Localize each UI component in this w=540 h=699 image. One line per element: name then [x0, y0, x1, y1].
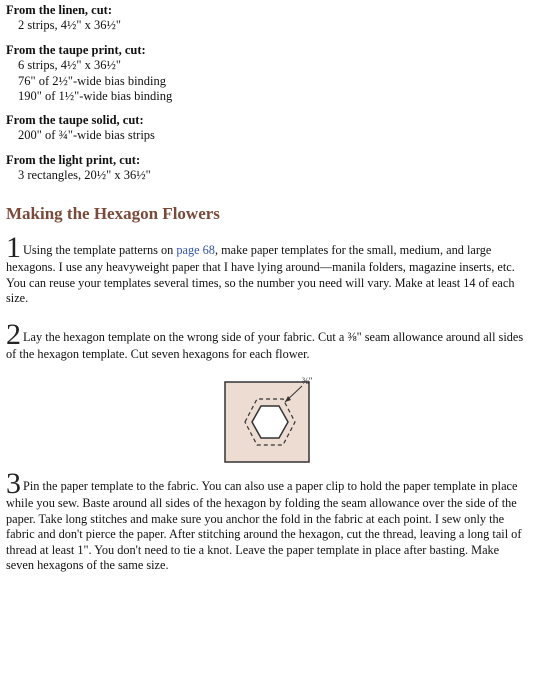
cut-list-linen — [6, 2, 121, 34]
step-1 — [6, 231, 528, 307]
section-title: Making the Hexagon Flowers — [6, 204, 220, 223]
cut-list-light-print — [6, 152, 151, 184]
step-2 — [6, 318, 528, 363]
step-3 — [6, 467, 528, 574]
cut-list-item: 190" of 1½"-wide bias binding — [18, 89, 173, 103]
cut-list-heading: From the taupe print, cut: — [6, 43, 146, 57]
cut-list-heading: From the linen, cut: — [6, 3, 113, 17]
cut-list-item: 6 strips, 4½" x 36½" — [18, 58, 121, 72]
step-text: Pin the paper template to the fabric. You can also use a paper clip to hold the paper template in place while you sew. Baste around all sides of the hexagon by folding the seam allowance over the side of the paper. Take long stitches and make sure you anchor the fold in the fabric at each point. I sew only the fabric and don't pierce the paper. After stitching around the hexagon, cut the thread, leaving a long tail of thread at least 1". You don't need to tie a knot. Leave the paper template in place after basting. Make seven hexagons of the same size. — [6, 479, 522, 573]
cut-list-item: 2 strips, 4½" x 36½" — [18, 18, 121, 32]
step-text: , make paper templates for the small, medium, and large hexagons. I use any heavyweight paper that I have lying around—manila folders, magazine inserts, etc. You can reuse your templates several times, so the number you need will vary. Make at least 14 of each size. — [6, 243, 515, 306]
cut-list-heading: From the light print, cut: — [6, 153, 141, 167]
step-number: 1 — [6, 231, 21, 264]
cut-list-item: 200" of ¾"-wide bias strips — [18, 128, 155, 142]
cut-list-taupe-solid — [6, 112, 155, 144]
cut-list-item: 3 rectangles, 20½" x 36½" — [18, 168, 151, 182]
hexagon-seam-allowance-figure — [222, 374, 328, 464]
step-text: Using the template patterns on — [23, 243, 177, 257]
cut-list-heading: From the taupe solid, cut: — [6, 113, 144, 127]
step-number: 2 — [6, 318, 21, 351]
cut-list-taupe-print — [6, 42, 172, 105]
page-68-link[interactable]: page 68 — [176, 243, 215, 257]
step-number: 3 — [6, 467, 21, 500]
step-text: Lay the hexagon template on the wrong side of your fabric. Cut a ⅜" seam allowance around all sides of the hexagon template. Cut seven hexagons for each flower. — [6, 330, 524, 361]
cut-list-item: 76" of 2½"-wide bias binding — [18, 73, 167, 88]
seam-allowance-label: ⅜" — [302, 376, 313, 386]
